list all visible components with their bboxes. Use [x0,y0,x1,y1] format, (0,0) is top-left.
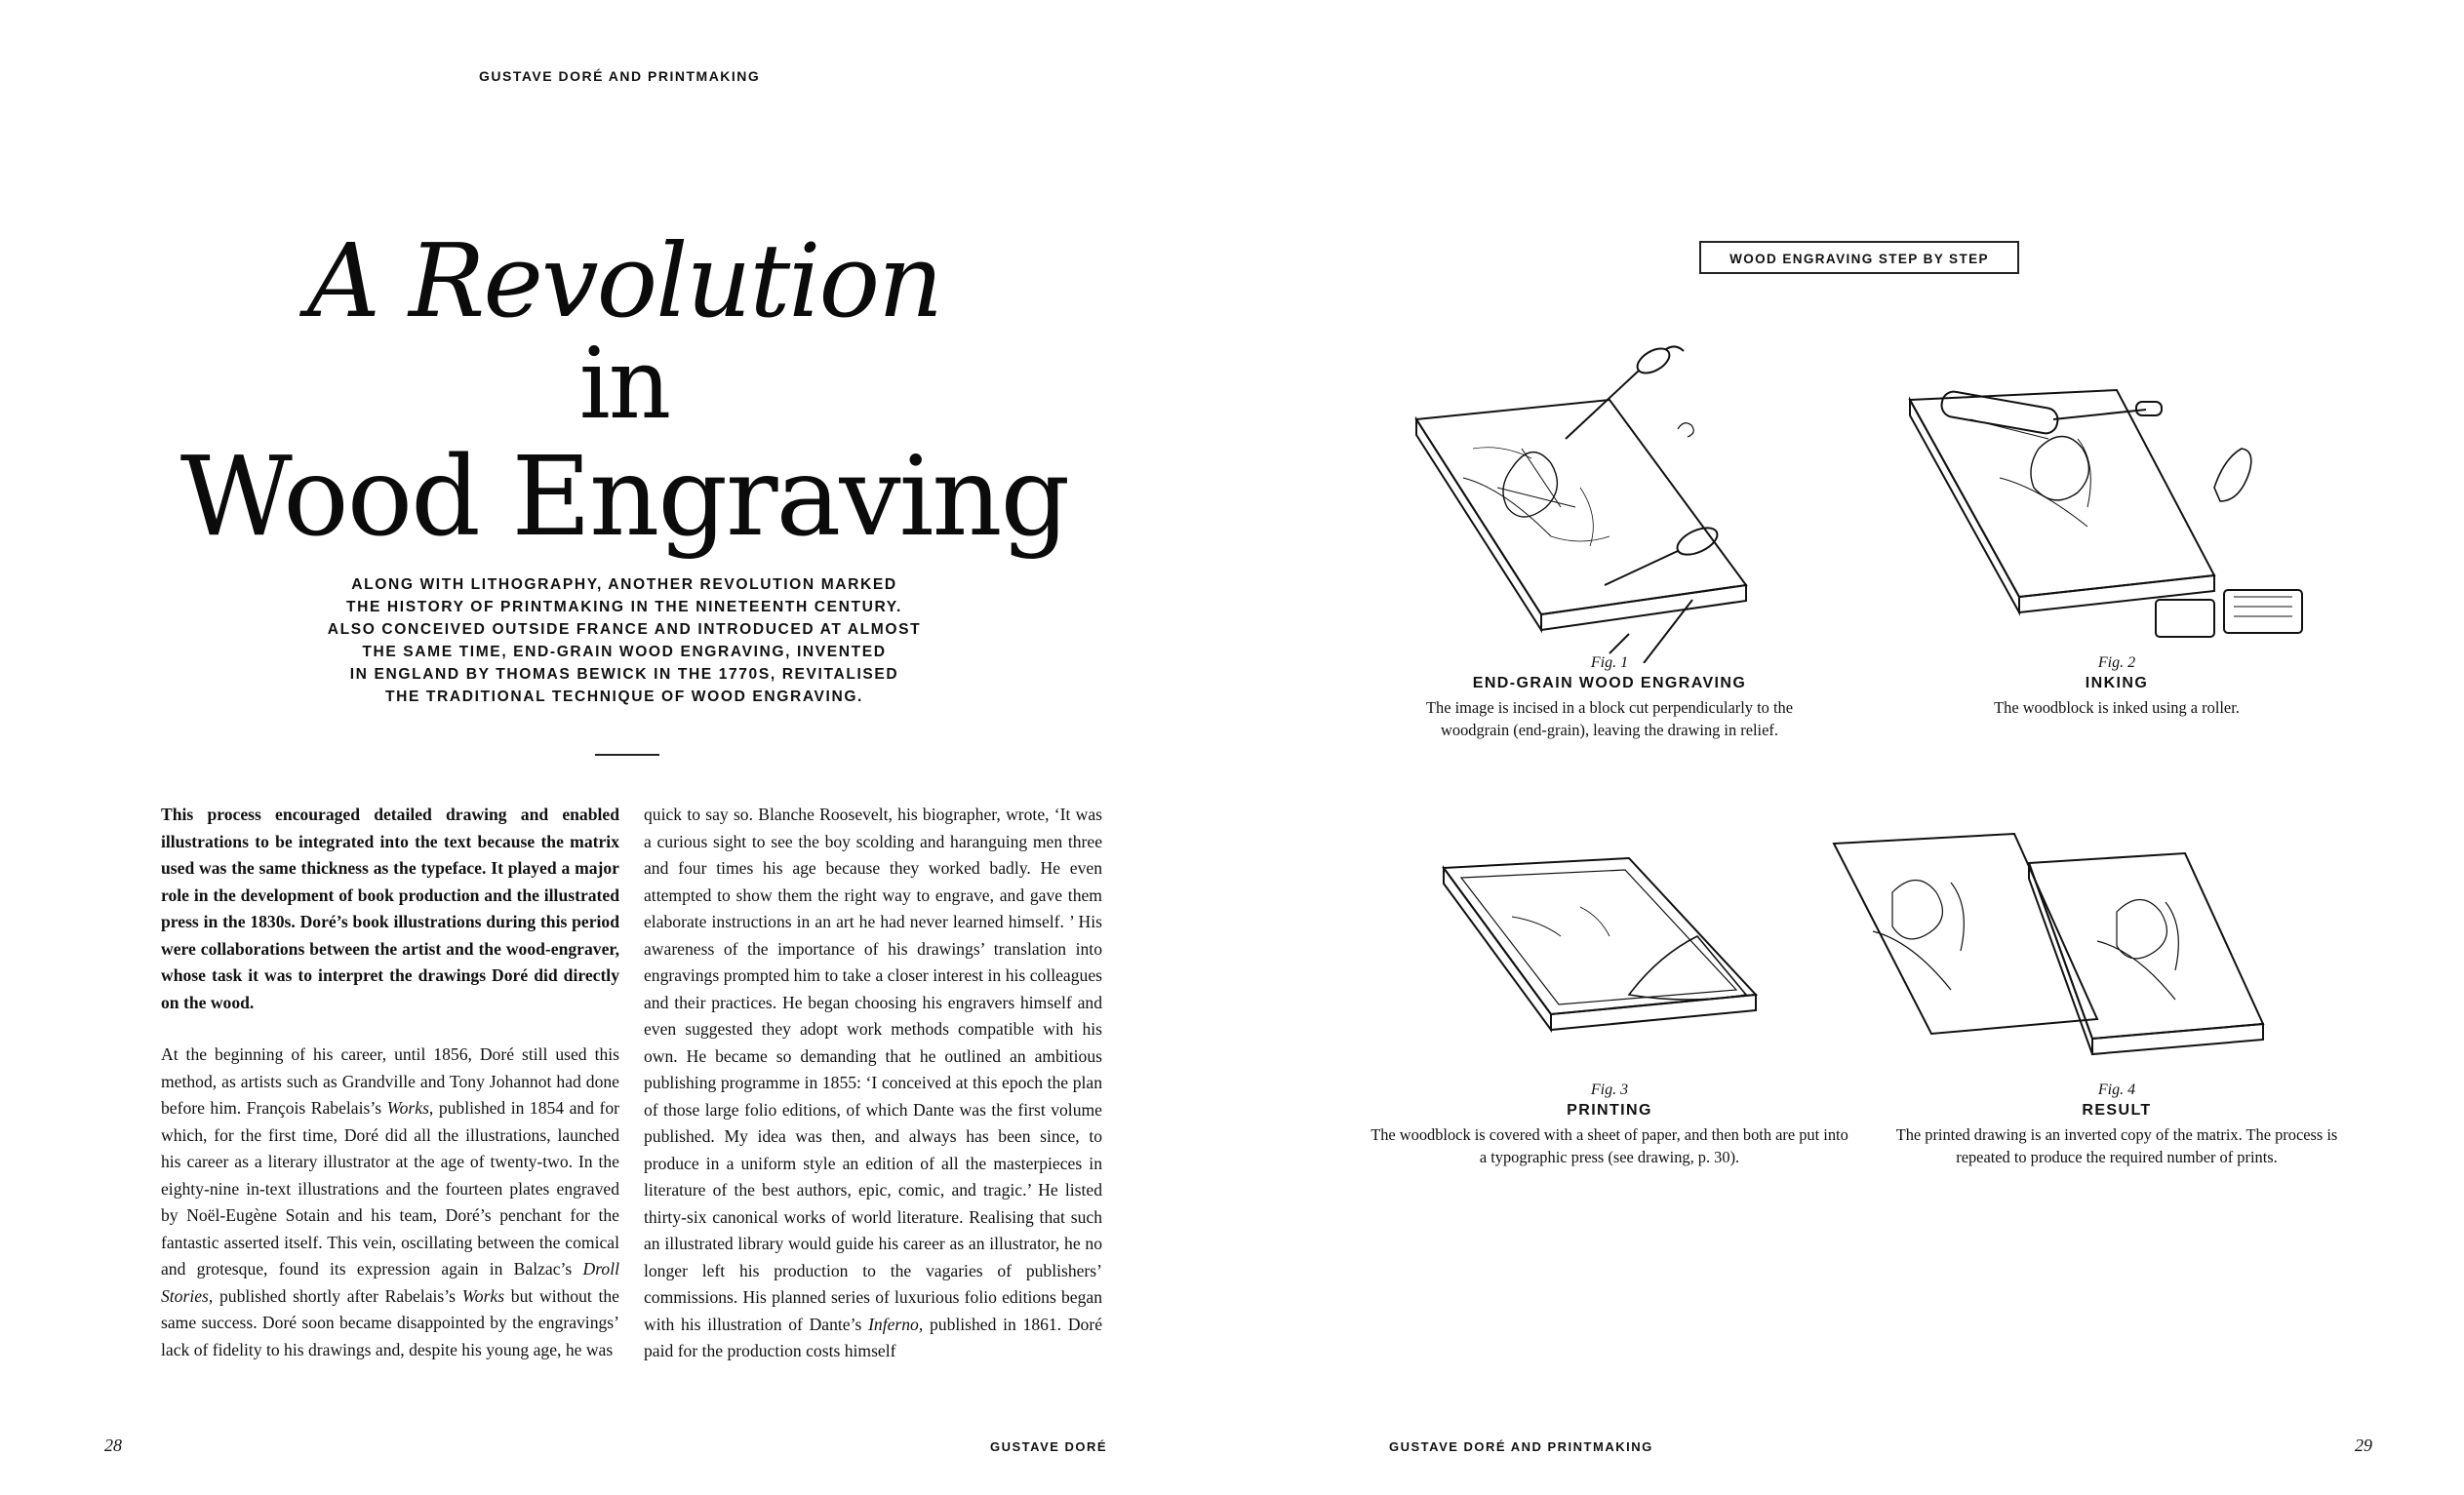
ink-roller-on-woodblock-icon [1892,341,2351,663]
figure-3-description: The woodblock is covered with a sheet of paper, and then both are put into a typographic press (see drawing, p. 30). [1371,1125,1848,1166]
figure-3-caption [1371,1081,1848,1168]
figure-4-title: RESULT [2082,1102,2152,1119]
figure-2-title: INKING [2085,675,2149,691]
figure-2-description: The woodblock is inked using a roller. [1994,698,2240,717]
figure-1-illustration [1405,341,1853,663]
figure-1-title: END-GRAIN WOOD ENGRAVING [1472,675,1747,691]
article-title [176,221,1073,561]
footer-right: GUSTAVE DORÉ AND PRINTMAKING [1389,1439,1653,1454]
separator-rule [595,754,659,756]
figure-3-number: Fig. 3 [1590,1082,1629,1098]
paper-sheet-on-woodblock-icon [1434,848,1805,1063]
figure-1-caption [1395,653,1824,741]
page-number-left: 28 [104,1436,122,1455]
body-paragraph-1: At the beginning of his career, until 1856, Doré still used this method, as artists such as Grandville and Tony Johannot had done before him. François Rabelais’s Works, published in 1854 and for which, for the first time, Doré did all the illustrations, launched his career as a literary illustrator at the age of twenty-two. In the eighty-nine in-text illustrations and the fourteen plates engraved by Noël-Eugène Sotain and his team, Doré’s penchant for the fantastic asserted itself. This vein, oscillating between the comical and grotesque, found its expression again in Balzac’s Droll Stories, published shortly after Rabelais’s Works but without the same success. Doré soon became disappointed by the engravings’ lack of fidelity to his drawings and, despite his young age, he was [161,1044,619,1359]
italic-title-works: Works [461,1285,505,1306]
figure-4-illustration [1824,824,2331,1058]
figure-4-number: Fig. 4 [2097,1082,2136,1098]
body-paragraph-2: quick to say so. Blanche Roosevelt, his biographer, wrote, ‘It was a curious sight to see the boy scolding and haranguing men three and four times his age because they worked badly. He even attempted to show them the right way to engrave, and gave them elaborate instructions in an art he had never learned himself. ’ His awareness of the importance of his drawings’ translation into engravings prompted him to take a closer interest in his colleagues and their practices. He began choosing his engravers himself and even suggested they adopt work methods compatible with his own. He became so demanding that he outlined an ambitious publishing programme in 1855: ‘I conceived at this epoch the plan of those large folio editions, of which Dante was the first volume published. My idea was then, and always has been since, to produce in a uniform style an edition of all the masterpieces in literature of the best authors, epic, comic, and tragic.’ He listed thirty-six canonical works of world literature. Realising that such an illustrated library would guide his career as an illustrator, he no longer left his production to the vagaries of publishers’ commissions. His planned series of luxurious folio editions began with his illustration of Dante’s Inferno, published in 1861. Doré paid for the production costs himself [644,805,1103,1360]
page-number-right: 29 [2355,1436,2372,1455]
figure-1-description: The image is incised in a block cut perpendicularly to the woodgrain (end-grain), leaving the drawing in relief. [1426,698,1793,739]
lede-paragraph: ALONG WITH LITHOGRAPHY, ANOTHER REVOLUTION MARKED THE HISTORY OF PRINTMAKING IN THE NINETEENTH CENTURY. ALSO CONCEIVED OUTSIDE FRANCE AND INTRODUCED AT ALMOST THE SAME TIME, END-GRAIN WOOD ENGRAVING, INVENTED IN ENGLAND BY THOMAS BEWICK IN THE 1770S, REVITALISED THE TRADITIONAL TECHNIQUE OF WOOD ENGRAVING. [327,576,922,705]
title-line-1: A Revolution [306,221,942,340]
title-line-3: Wood Engraving [179,434,1069,561]
running-head-left: GUSTAVE DORÉ AND PRINTMAKING [479,68,761,84]
figure-3-title: PRINTING [1567,1102,1652,1119]
footer-left: GUSTAVE DORÉ [990,1439,1108,1454]
figure-4-description: The printed drawing is an inverted copy of the matrix. The process is repeated to produce the required number of prints. [1895,1125,2338,1166]
figure-4-caption [1878,1081,2356,1168]
figure-2-number: Fig. 2 [2097,654,2136,671]
text-column-2 [644,802,1102,1365]
title-line-2: in [578,327,670,441]
figure-2-caption [1912,653,2322,719]
engraving-tools-on-woodblock-icon [1405,341,1853,663]
intro-paragraph: This process encouraged detailed drawing and enabled illustrations to be integrated into the text because the matrix used was the same thickness as the typeface. It played a major role in the development of book production and the illustrated press in the 1830s. Doré’s book illustrations during this period were collaborations between the artist and the wood-engraver, whose task it was to interpret the drawings Doré did directly on the wood. [161,805,619,1012]
print-beside-woodblock-icon [1824,824,2331,1058]
italic-title-works: Works [386,1098,429,1118]
step-by-step-label: WOOD ENGRAVING STEP BY STEP [1699,241,2019,274]
figure-2-illustration [1892,341,2351,663]
figure-1-number: Fig. 1 [1590,654,1629,671]
figure-3-illustration [1434,848,1805,1063]
italic-title-inferno: Inferno, [868,1314,924,1334]
text-column-1 [161,802,619,1363]
italic-title-droll-stories: Droll Stories [161,1259,619,1306]
